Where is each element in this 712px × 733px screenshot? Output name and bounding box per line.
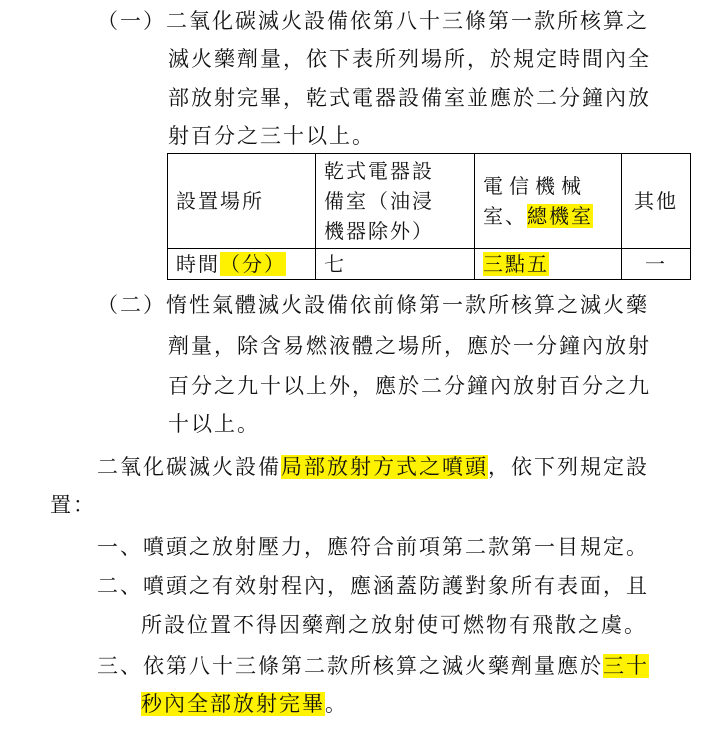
table-header-row — [168, 154, 691, 249]
header-other: 其他 — [622, 154, 691, 249]
clause-one: 一、噴頭之放射壓力，應符合前項第二款第一目規定。 — [97, 535, 649, 559]
highlight-seconds-complete: 秒內全部放射完畢 — [141, 692, 325, 716]
highlight-three-point-five: 三點五 — [483, 252, 549, 276]
item-one-line-1: （一）二氧化碳滅火設備依第八十三條第一款所核算之 — [97, 9, 649, 33]
highlight-thirty: 三十 — [603, 654, 649, 678]
cell-other-time: 一 — [622, 249, 691, 280]
item-one-line-4: 射百分之三十以上。 — [168, 124, 375, 148]
item-two-line-1: （二）惰性氣體滅火設備依前條第一款所核算之滅火藥 — [97, 293, 649, 317]
row-label-time: 時間（分） — [168, 249, 316, 280]
clause-three-line-1: 三、依第八十三條第二款所核算之滅火藥劑量應於三十 — [97, 654, 649, 678]
item-two-line-4: 十以上。 — [168, 412, 260, 436]
paragraph-line-2: 置： — [50, 493, 96, 517]
header-dry-electrical: 乾式電器設 備室（油浸 機器除外） — [316, 154, 475, 249]
local-discharge-paragraph: 二氧化碳滅火設備局部放射方式之噴頭，依下列規定設 — [97, 455, 649, 479]
discharge-time-table — [167, 153, 691, 280]
highlight-switchboard-room: 總機室 — [527, 204, 593, 228]
item-one-line-2: 滅火藥劑量，依下表所列場所，於規定時間內全 — [168, 47, 651, 71]
item-two-line-3: 百分之九十以上外，應於二分鐘內放射百分之九 — [168, 374, 651, 398]
item-one-line-3: 部放射完畢，乾式電器設備室並應於二分鐘內放 — [168, 86, 651, 110]
header-location: 設置場所 — [168, 154, 316, 249]
item-two-line-2: 劑量，除含易燃液體之場所，應於一分鐘內放射 — [168, 334, 651, 358]
cell-telecom-time — [475, 249, 622, 280]
table-row-time — [168, 249, 691, 280]
clause-two-line-1: 二、噴頭之有效射程內，應涵蓋防護對象所有表面，且 — [97, 574, 649, 598]
cell-dry-electrical-time: 七 — [316, 249, 475, 280]
highlight-local-nozzle: 局部放射方式之噴頭 — [281, 455, 488, 479]
clause-two-line-2: 所設位置不得因藥劑之放射使可燃物有飛散之虞。 — [141, 613, 647, 637]
header-telecom: 電信機械 室、總機室 — [475, 154, 622, 249]
highlight-minutes: （分） — [220, 252, 286, 276]
clause-three-line-2: 秒內全部放射完畢。 — [141, 692, 348, 716]
